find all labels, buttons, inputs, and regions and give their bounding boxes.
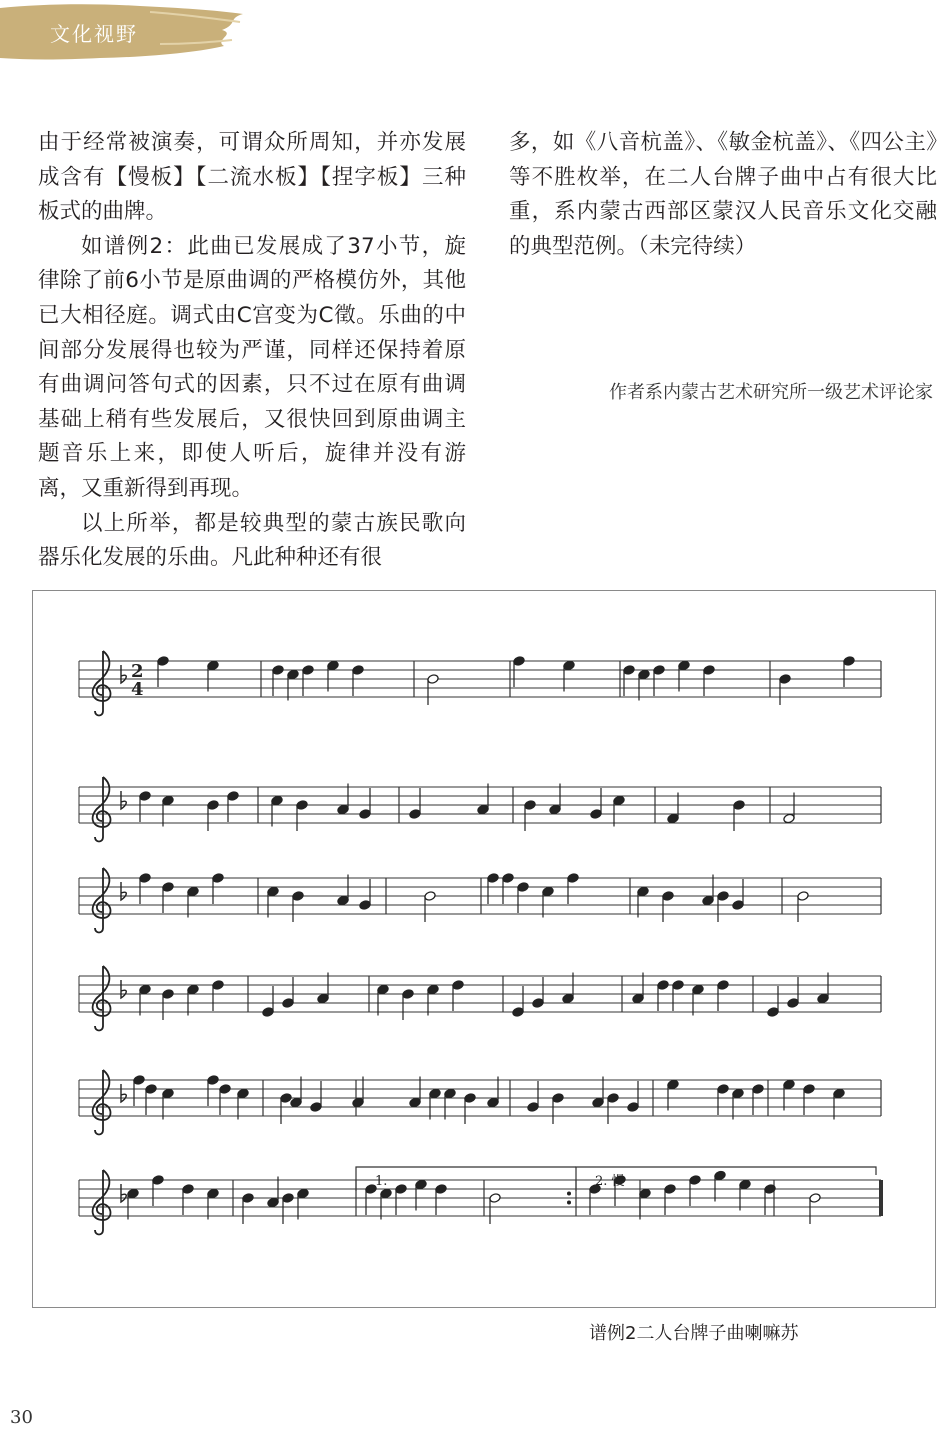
note-head: [714, 1170, 726, 1181]
note-head: [427, 674, 439, 685]
note-head: [489, 1193, 501, 1204]
note-head: [337, 895, 349, 906]
paragraph: 以上所举，都是较典型的蒙古族民歌向器乐化发展的乐曲。凡此种种还有很: [38, 510, 466, 571]
time-signature-top: 2: [131, 661, 144, 682]
paragraph: 多，如《八音杭盖》、《敏金杭盖》、《四公主》等不胜枚举，在二人台牌子曲中占有很大比重，系内蒙古西部区蒙汉人民音乐文化交融的典型范例。（未完待续）: [509, 130, 937, 259]
note-head: [296, 800, 308, 811]
note-head: [732, 1088, 744, 1099]
note-head: [310, 1102, 322, 1113]
note-head: [237, 1088, 249, 1099]
note-head: [692, 984, 704, 995]
note-head: [667, 813, 679, 824]
note-head: [567, 873, 579, 884]
note-head: [427, 984, 439, 995]
note-head: [562, 993, 574, 1004]
flat-icon: [121, 791, 126, 809]
note-head: [532, 998, 544, 1009]
note-head: [783, 813, 795, 824]
note-head: [282, 998, 294, 1009]
note-head: [843, 656, 855, 667]
author-note: 作者系内蒙古艺术研究所一级艺术评论家: [609, 382, 933, 403]
note-head: [429, 1088, 441, 1099]
note-head: [563, 660, 575, 671]
note-head: [242, 1193, 254, 1204]
note-head: [477, 804, 489, 815]
note-head: [409, 809, 421, 820]
article-right-column: [509, 126, 937, 264]
note-head: [512, 1007, 524, 1018]
note-head: [689, 1175, 701, 1186]
ending-2-label: 2. 慢: [595, 1174, 625, 1189]
note-head: [702, 895, 714, 906]
flat-icon: [121, 665, 126, 683]
note-head: [157, 656, 169, 667]
note-head: [317, 993, 329, 1004]
note-head: [487, 873, 499, 884]
note-head: [162, 989, 174, 1000]
note-head: [739, 1179, 751, 1190]
paragraph: 由于经常被演奏，可谓众所周知，并亦发展成含有【慢板】【二流水板】【捏字板】三种板式的曲牌。: [38, 130, 466, 225]
note-head: [187, 984, 199, 995]
note-head: [623, 665, 635, 676]
note-head: [415, 1179, 427, 1190]
note-head: [657, 980, 669, 991]
note-head: [653, 665, 665, 676]
music-score-figure: [32, 590, 936, 1308]
note-head: [187, 886, 199, 897]
note-head: [402, 989, 414, 1000]
note-head: [435, 1184, 447, 1195]
note-head: [207, 1075, 219, 1086]
note-head: [809, 1193, 821, 1204]
note-head: [552, 1093, 564, 1104]
note-head: [139, 984, 151, 995]
note-head: [145, 1084, 157, 1095]
note-head: [502, 873, 514, 884]
note-head: [182, 1184, 194, 1195]
note-head: [359, 809, 371, 820]
ending-1-label: 1.: [375, 1174, 388, 1189]
ending-1-bracket: [356, 1167, 576, 1191]
note-head: [395, 1184, 407, 1195]
note-head: [664, 1184, 676, 1195]
note-head: [590, 809, 602, 820]
note-head: [833, 1088, 845, 1099]
note-head: [627, 1102, 639, 1113]
music-score: [33, 591, 937, 1309]
note-head: [380, 1188, 392, 1199]
note-head: [352, 1097, 364, 1108]
note-head: [632, 993, 644, 1004]
note-head: [282, 1193, 294, 1204]
note-head: [783, 1079, 795, 1090]
note-head: [267, 886, 279, 897]
note-head: [732, 900, 744, 911]
note-head: [359, 900, 371, 911]
note-head: [513, 656, 525, 667]
note-head: [667, 1079, 679, 1090]
note-head: [779, 674, 791, 685]
note-head: [424, 891, 436, 902]
flat-icon: [121, 882, 126, 900]
note-head: [207, 800, 219, 811]
note-head: [452, 980, 464, 991]
note-head: [672, 980, 684, 991]
note-head: [803, 1084, 815, 1095]
note-head: [524, 800, 536, 811]
note-head: [662, 891, 674, 902]
note-head: [717, 980, 729, 991]
note-head: [542, 886, 554, 897]
note-head: [219, 1084, 231, 1095]
flat-icon: [121, 1084, 126, 1102]
note-head: [797, 891, 809, 902]
flat-icon: [121, 1184, 126, 1202]
time-signature-bottom: 4: [131, 679, 144, 700]
note-head: [592, 1097, 604, 1108]
note-head: [271, 795, 283, 806]
note-head: [162, 1088, 174, 1099]
note-head: [290, 1097, 302, 1108]
repeat-dot: [567, 1201, 571, 1205]
note-head: [337, 804, 349, 815]
note-head: [292, 891, 304, 902]
note-head: [127, 1188, 139, 1199]
note-head: [297, 1188, 309, 1199]
note-head: [607, 1093, 619, 1104]
note-head: [272, 665, 284, 676]
page-number: 30: [10, 1407, 33, 1428]
note-head: [287, 669, 299, 680]
article-left-column: [38, 126, 466, 576]
figure-caption: 谱例2二人台牌子曲喇嘛苏: [589, 1323, 799, 1344]
note-head: [549, 804, 561, 815]
note-head: [327, 660, 339, 671]
note-head: [703, 665, 715, 676]
note-head: [487, 1097, 499, 1108]
note-head: [280, 1093, 292, 1104]
note-head: [212, 980, 224, 991]
note-head: [517, 882, 529, 893]
note-head: [464, 1093, 476, 1104]
note-head: [227, 791, 239, 802]
note-head: [639, 1188, 651, 1199]
note-head: [717, 891, 729, 902]
note-head: [302, 665, 314, 676]
note-head: [207, 660, 219, 671]
note-head: [733, 800, 745, 811]
note-head: [162, 795, 174, 806]
note-head: [787, 998, 799, 1009]
note-head: [752, 1084, 764, 1095]
flat-icon: [121, 980, 126, 998]
note-head: [139, 791, 151, 802]
note-head: [767, 1007, 779, 1018]
note-head: [377, 984, 389, 995]
note-head: [817, 993, 829, 1004]
note-head: [152, 1175, 164, 1186]
note-head: [207, 1188, 219, 1199]
paragraph: 如谱例2：此曲已发展成了37小节，旋律除了前6小节是原曲调的严格模仿外，其他已大相径庭。调式由C宫变为C徵。乐曲的中间部分发展得也较为严谨，同样还保持着原有曲调问答句式的因素，只不过在原有曲调基础上稍有些发展后，又很快回到原曲调主题音乐上来，即使人听后，旋律并没有游离，又重新得到再现。: [38, 233, 466, 501]
note-head: [637, 886, 649, 897]
note-head: [262, 1007, 274, 1018]
note-head: [133, 1075, 145, 1086]
note-head: [352, 665, 364, 676]
note-head: [139, 873, 151, 884]
note-head: [444, 1088, 456, 1099]
note-head: [162, 882, 174, 893]
note-head: [409, 1097, 421, 1108]
note-head: [638, 669, 650, 680]
note-head: [717, 1084, 729, 1095]
section-label: 文化视野: [50, 22, 138, 46]
note-head: [212, 873, 224, 884]
repeat-dot: [567, 1192, 571, 1196]
note-head: [527, 1102, 539, 1113]
note-head: [678, 660, 690, 671]
note-head: [267, 1197, 279, 1208]
note-head: [613, 795, 625, 806]
